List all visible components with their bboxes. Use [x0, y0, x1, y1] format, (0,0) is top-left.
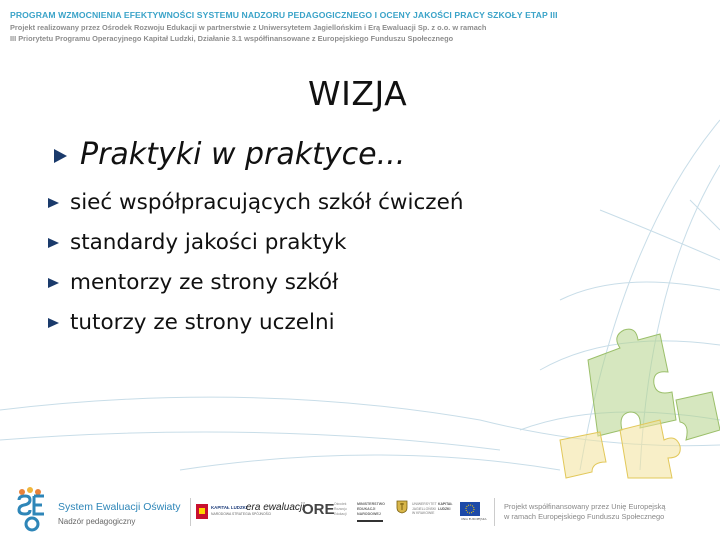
- kapital-ludzki-small-logo: [438, 502, 452, 511]
- main-point: Praktyki w praktyce...: [80, 137, 406, 172]
- list-item: [48, 270, 338, 295]
- eu-flag-icon: [460, 502, 480, 516]
- uj-label-line: UNIWERSYTET: [412, 502, 437, 506]
- kapital-ludzki-sublabel: NARODOWA STRATEGIA SPÓJNOŚCI: [211, 512, 272, 516]
- ministry-bar: [357, 520, 383, 522]
- ministry-line: EDUKACJI: [357, 507, 376, 511]
- ore-full-name: [334, 502, 347, 517]
- divider: [190, 498, 191, 526]
- seo-title: System Ewaluacji Oświaty: [58, 501, 181, 513]
- puzzle-green-piece: [588, 329, 676, 436]
- era-ewaluacji-logo: [246, 502, 304, 513]
- puzzle-yellow-piece: [620, 420, 680, 478]
- ore-name-line: Rozwoju: [334, 507, 347, 511]
- divider: [494, 498, 495, 526]
- eu-project-note: [504, 502, 665, 522]
- header: [10, 10, 710, 43]
- kapital-ludzki-icon: [196, 504, 208, 519]
- ore-name-line: Edukacji: [334, 512, 347, 516]
- program-title: PROGRAM WZMOCNIENIA EFEKTYWNOŚCI SYSTEMU NADZORU PEDAGOGICZNEGO I OCENY JAKOŚCI PRACY SZKOŁY ETAP III: [10, 10, 558, 20]
- puzzle-yellow-piece-small: [560, 432, 606, 478]
- project-line-2: III Priorytetu Programu Operacyjnego Kapitał Ludzki, Działanie 3.1 współfinansowane z Europejskiego Funduszu Społecznego: [10, 34, 454, 43]
- capital-label-line: LUDZKI: [438, 506, 451, 511]
- eu-project-line: w ramach Europejskiego Funduszu Społecznego: [504, 512, 665, 521]
- era-ewaluacji-label: era ewaluacji: [246, 502, 305, 513]
- bullet-icon: [48, 238, 59, 248]
- ministry-line: MINISTERSTWO: [357, 502, 385, 506]
- list-item-text: mentorzy ze strony szkół: [70, 270, 339, 295]
- list-item: [48, 190, 463, 215]
- capital-label-line: KAPITAŁ: [438, 502, 453, 506]
- footer: [0, 478, 720, 540]
- ore-logo: [302, 501, 335, 518]
- ministry-line: NARODOWEJ: [357, 512, 381, 516]
- ore-name-line: Ośrodek: [334, 502, 347, 506]
- project-line-1: Projekt realizowany przez Ośrodek Rozwoju Edukacji w partnerstwie z Uniwersytetem Jagiellońskim i Erą Ewaluacji Sp. z o.o. w ramach: [10, 23, 487, 32]
- main-bullet-icon: [54, 149, 67, 163]
- bullet-icon: [48, 198, 59, 208]
- eu-project-line: Projekt współfinansowany przez Unię Europejską: [504, 502, 666, 511]
- bullet-icon: [48, 278, 59, 288]
- seo-logo-icon: [14, 486, 50, 532]
- slide-title: WIZJA: [308, 74, 408, 113]
- uj-crest-icon: [396, 500, 408, 514]
- uj-label: [412, 502, 437, 516]
- list-item-text: sieć współpracujących szkół ćwiczeń: [70, 190, 464, 215]
- list-item: [48, 230, 346, 255]
- uj-label-line: JAGIELLOŃSKI: [412, 506, 437, 511]
- list-item-text: tutorzy ze strony uczelni: [70, 310, 335, 335]
- puzzle-green-piece-small: [676, 392, 720, 440]
- seo-brand: [58, 501, 181, 526]
- kapital-ludzki-label: KAPITAŁ LUDZKI: [211, 505, 248, 510]
- ministry-logo: [357, 502, 385, 517]
- uj-label-line: W KRAKOWIE: [412, 511, 435, 516]
- list-item-text: standardy jakości praktyk: [70, 230, 347, 255]
- eu-label: UNIA EUROPEJSKA: [461, 517, 487, 521]
- seo-subtitle: Nadzór pedagogiczny: [58, 517, 136, 526]
- list-item: [48, 310, 335, 335]
- bullet-icon: [48, 318, 59, 328]
- ore-label: ORE: [302, 501, 335, 518]
- kapital-ludzki-logo: [196, 502, 272, 522]
